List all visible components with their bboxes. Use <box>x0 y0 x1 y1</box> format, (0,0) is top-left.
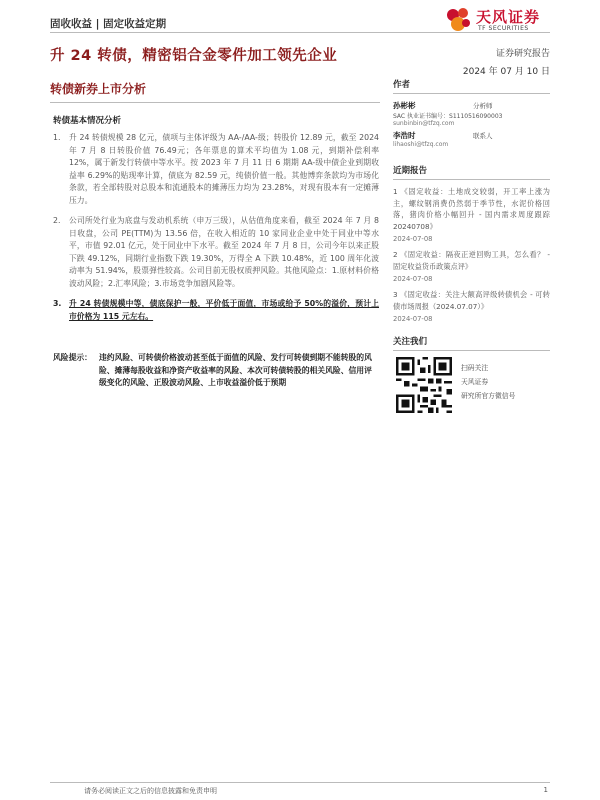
report-title: 升 24 转债，精密铝合金零件加工领先企业 <box>50 48 338 64</box>
analysis-points <box>53 132 379 331</box>
recent-report-link[interactable]: 1 《固定收益：土地成交较弱，开工率上涨为主，螺纹钢消费仍然弱于季节性，水泥价格回落，猪肉价格小幅回升 - 国内需求周度跟踪 20240708》 <box>393 187 550 231</box>
qr-caption-line: 天风证券 <box>461 378 489 386</box>
recent-report-link[interactable]: 2 《固定收益：隔夜正逆回购工具，怎么看？ - 固定收益货币政策点评》 <box>393 250 550 271</box>
qr-caption <box>461 361 515 403</box>
follow-us <box>393 335 550 413</box>
recent-heading: 近期报告 <box>393 164 550 180</box>
header-divider <box>50 32 550 33</box>
point-text: 公司所处行业为底盘与发动机系统（申万三级），从估值角度来看，截至 2024 年 7 月 8 日收盘，公司 PE(TTM)为 13.56 倍，在收入相近的 10 家同业企业中处于同业中等水平，市值 92.01 亿元，处于同业中下水平。截至 2024 年 7 月 8 日，公司今年以来正股下跌 49.12%，同期行业指数下跌 19.30%，万得全 A 下跌 10.48%，近 100 周年化波动率为 51.94%，股票弹性较高。公司目前无股权质押风险。其他风险点：1.原材料价格波动风险；2.汇率风险；3.市场竞争加剧风险等。 <box>69 216 379 288</box>
footer-disclaimer: 请务必阅读正文之后的信息披露和免责申明 <box>84 787 217 795</box>
point-text: 升 24 转债规模中等，债底保护一般，平价低于面值，市场或给予 50%的溢价，预计上市价格为 115 元左右。 <box>69 299 379 321</box>
logo-text-cn: 天风证券 <box>476 8 541 26</box>
author-name: 李浩时 <box>393 131 416 140</box>
qr-caption-line: 研究所官方微信号 <box>461 392 516 400</box>
author-entry <box>393 130 550 154</box>
author-name: 孙彬彬 <box>393 101 416 110</box>
point-text: 升 24 转债规模 28 亿元，债项与主体评级为 AA-/AA-级；转股价 12.89 元，截至 2024 年 7 月 8 日转股价值 76.49元；各年票息的算术平均值为 1.08 元，到期补偿利率 12%，属于新发行转债中等水平。按 2023 年 7 月 11 日 6 期期 AA-级中债企业到期收益率 6.29%的贴现率计算，债底为 82.59 元，纯债价值一般。其他博弈条款均为市场化条款，若全部转股对总股本和流通股本的摊薄压力均为 23.28%，对现有股本有一定摊薄压力。 <box>69 133 379 205</box>
recent-report-link[interactable]: 3 《固定收益：关注大额高评级转债机会 - 可转债市场周报（2024.07.07）》 <box>393 290 550 311</box>
qr-caption-line: 扫码关注 <box>461 364 489 372</box>
qr-code-icon[interactable] <box>396 357 452 413</box>
recent-reports <box>393 164 550 323</box>
recent-report-date: 2024-07-08 <box>393 315 433 323</box>
logo-text-en: TF SECURITIES <box>478 25 529 32</box>
author-entry <box>393 100 550 130</box>
recent-report-date: 2024-07-08 <box>393 275 433 283</box>
author-email[interactable]: lihaoshi@tfzq.com <box>393 141 449 148</box>
page-header <box>50 8 550 40</box>
point-number: 2. <box>53 216 61 225</box>
analysis-point <box>53 215 379 290</box>
analysis-point <box>53 298 379 323</box>
point-number: 3. <box>53 299 62 308</box>
risk-label: 风险提示： <box>53 353 92 362</box>
qr-block <box>393 357 550 413</box>
report-subtitle: 转债新券上市分析 <box>50 82 147 96</box>
follow-heading: 关注我们 <box>393 335 550 351</box>
risk-warning <box>53 352 379 390</box>
tf-logo-icon <box>444 6 472 34</box>
report-type: 证券研究报告 <box>495 49 550 59</box>
author-cert: SAC 执业证书编号：S1110516090003 <box>393 113 503 120</box>
report-date: 2024 年 07 月 10 日 <box>462 67 550 77</box>
footer-divider <box>50 782 550 783</box>
page-number: 1 <box>543 786 548 794</box>
point-number: 1. <box>53 133 61 142</box>
author-heading: 作者 <box>393 78 550 94</box>
author-role: 分析师 <box>473 102 493 110</box>
author-email[interactable]: sunbinbin@tfzq.com <box>393 120 455 127</box>
risk-text: 违约风险、可转债价格波动甚至低于面值的风险、发行可转债到期不能转股的风险、摊薄每股收益和净资产收益率的风险、本次可转债转股的相关风险、信用评级变化的风险、正股波动风险、上市收益溢价低于预期 <box>99 353 372 387</box>
subtitle-divider <box>50 102 380 103</box>
author-role: 联系人 <box>473 132 493 140</box>
sidebar <box>393 78 550 413</box>
report-category: 固收收益 | 固定收益定期 <box>50 18 167 30</box>
section-heading: 转债基本情况分析 <box>53 116 122 126</box>
recent-report-date: 2024-07-08 <box>393 235 433 243</box>
analysis-point <box>53 132 379 207</box>
